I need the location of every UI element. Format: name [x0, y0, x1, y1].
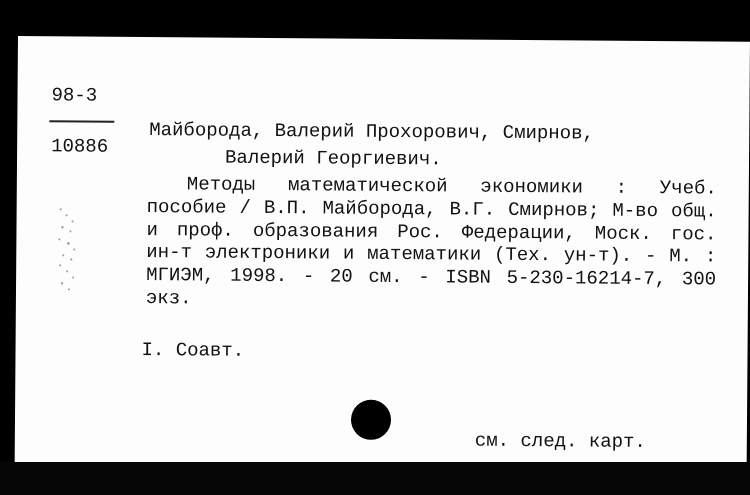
- bibliographic-description: [146, 173, 717, 314]
- faded-stamp: [54, 201, 83, 301]
- scan-border: [0, 462, 750, 495]
- shelf-mark: 98-3: [51, 84, 98, 107]
- description-text: Методы математической экономики : Учеб. пособие / В.П. Майборода, В.Г. Смирнов; М-во общ. и проф. образования Рос. Федерации, Моск. гос. ин-т электроники и математики (Тех. ун-т). - М. : МГИЭМ, 1998. - 20 см. - ISBN 5-230-16214-7, 300 экз.: [145, 173, 717, 310]
- author-heading: [149, 117, 594, 174]
- author-line-2: Валерий Георгиевич.: [224, 146, 442, 171]
- tracing: I. Соавт.: [141, 338, 245, 362]
- card-punch-hole: [351, 400, 391, 440]
- divider-line: [49, 120, 114, 123]
- inventory-number: 10886: [51, 135, 109, 158]
- continuation-note: см. след. карт.: [474, 429, 646, 453]
- catalog-card: [15, 36, 750, 470]
- author-line-1: Майборода, Валерий Прохорович, Смирнов,: [149, 119, 595, 145]
